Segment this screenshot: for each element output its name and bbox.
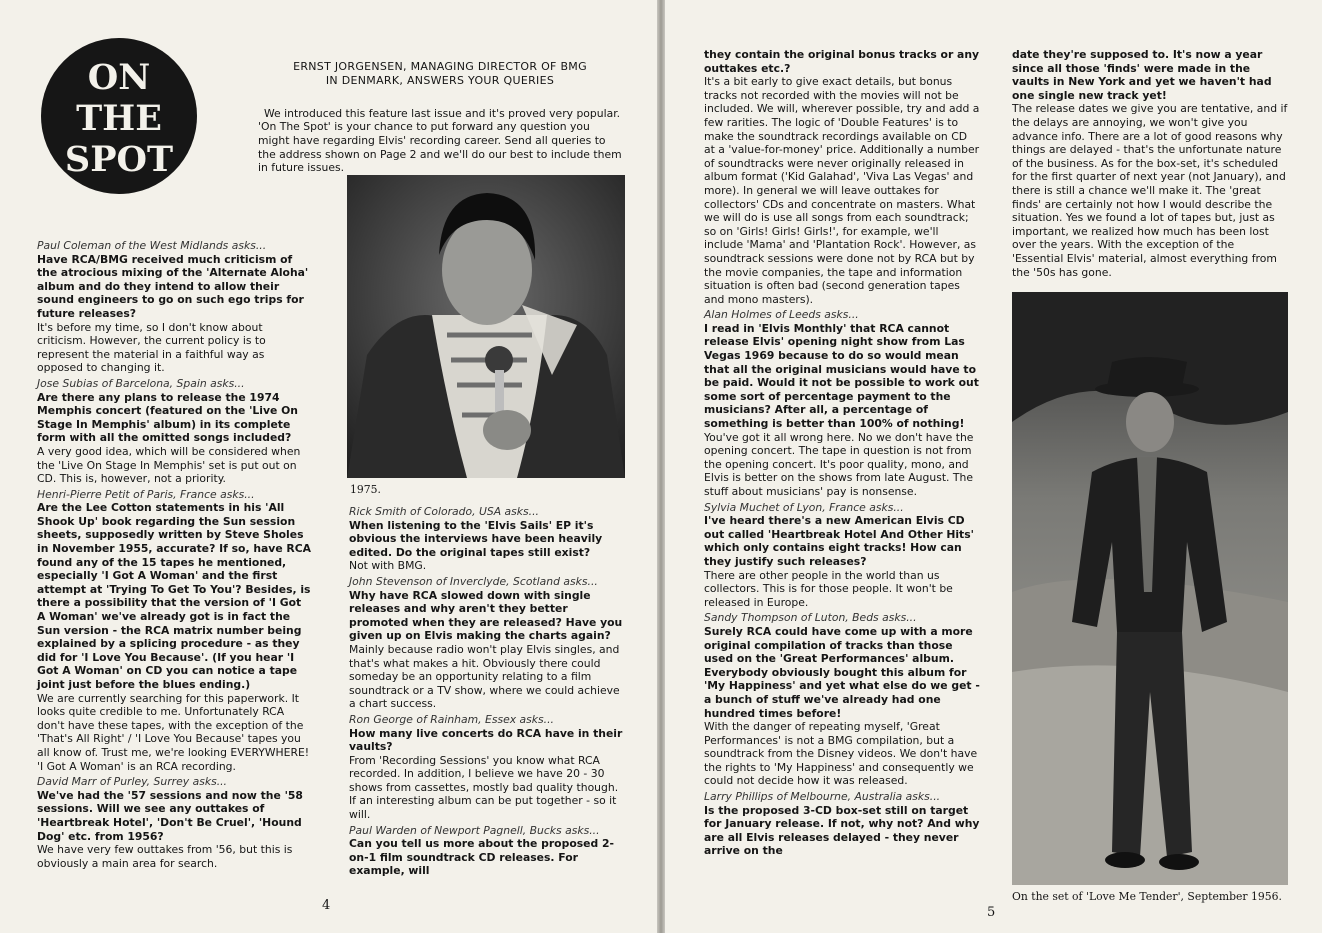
answer: There are other people in the world than us collectors. This is for those people. It won't be released in Europe. xyxy=(704,568,953,609)
question: I've heard there's a new American Elvis CD out called 'Heartbreak Hotel And Other Hits' which only contains eight tracks! How can they justify such releases? xyxy=(704,514,974,568)
heading-line: IN DENMARK, ANSWERS YOUR QUERIES xyxy=(325,74,555,87)
asker-line: Alan Holmes of Leeds asks... xyxy=(704,308,859,322)
question: Are the Lee Cotton statements in his 'All Shook Up' book regarding the Sun session sheets, supposedly written by Steve Sholes in November 1955, accurate? If so, have RCA found any of the 15 tapes he mentioned, especially 'I Got A Woman' and the first attempt at 'Trying To Get To You'? Besides, is there a possibility that the version of 'I Got A Woman' we've already got is in fact the Sun version - the RCA matrix number being explained by a splicing procedure - as they did for 'I Love You Because'. (If you hear 'I Got A Woman' on CD you can notice a tape joint just before the blues ending.) xyxy=(37,501,312,691)
badge-line: SPOT xyxy=(64,139,174,180)
question: How many live concerts do RCA have in their vaults? xyxy=(349,726,623,754)
question: Have RCA/BMG received much criticism of the atrocious mixing of the 'Alternate Aloha' album and do they intend to allow their sound engineers to go on such ego trips for future releases? xyxy=(37,252,309,320)
badge-line: ON xyxy=(87,57,151,98)
question: date they're supposed to. It's now a year since all those 'finds' were made in the vaults in New York and yet we haven't had one single new track yet! xyxy=(1012,48,1272,102)
love-me-tender-photo xyxy=(1012,292,1288,885)
middle-column xyxy=(349,505,623,878)
question: Can you tell us more about the proposed 2-on-1 film soundtrack CD releases. For example, will xyxy=(349,837,614,878)
left-page xyxy=(0,0,657,933)
qa-block xyxy=(704,611,980,788)
qa-block xyxy=(704,790,980,858)
qa-block xyxy=(349,824,623,878)
page-number-left: 4 xyxy=(322,898,331,913)
qa-block xyxy=(1012,48,1288,279)
answer: Mainly because radio won't play Elvis singles, and that's what makes a hit. Obviously there could someday be an opportunity relating to a film soundtrack or a TV show, where we could achieve a chart success. xyxy=(349,642,620,711)
question: Is the proposed 3-CD box-set still on target for January release. If not, why not? And why are all Elvis releases delayed - they never arrive on the xyxy=(704,803,980,858)
question: Are there any plans to release the 1974 Memphis concert (featured on the 'Live On Stage In Memphis' album) in its complete form with all the omitted songs included? xyxy=(37,390,298,445)
qa-block xyxy=(704,48,980,306)
photo-caption: 1975. xyxy=(350,483,381,496)
question: Why have RCA slowed down with single releases and why aren't they better promoted when they are released? Have you given up on Elvis making the charts again? xyxy=(349,588,623,643)
badge-line: THE xyxy=(76,98,162,139)
right-column-1 xyxy=(704,48,980,858)
asker-line: Paul Warden of Newport Pagnell, Bucks asks... xyxy=(349,823,600,837)
qa-block xyxy=(704,501,980,610)
question: I read in 'Elvis Monthly' that RCA cannot release Elvis' opening night show from Las Vegas 1969 because to do so would mean that all the original musicians would have to be paid. Would it not be possible to work out some sort of percentage payment to the musicians? After all, a percentage of something is better than 100% of nothing! xyxy=(704,321,979,431)
photo-caption: On the set of 'Love Me Tender', September 1956. xyxy=(1012,890,1282,903)
qa-block xyxy=(37,488,311,773)
qa-block xyxy=(349,575,623,711)
right-column-2 xyxy=(1012,48,1288,279)
asker-line: Sandy Thompson of Luton, Beds asks... xyxy=(704,611,917,625)
question: When listening to the 'Elvis Sails' EP it's obvious the interviews have been heavily edited. Do the original tapes still exist? xyxy=(349,518,603,559)
asker-line: Ron George of Rainham, Essex asks... xyxy=(349,712,554,726)
asker-line: Jose Subias of Barcelona, Spain asks... xyxy=(37,376,245,390)
answer: Not with BMG. xyxy=(349,559,427,573)
qa-block xyxy=(37,239,311,375)
right-page xyxy=(665,0,1322,933)
qa-block xyxy=(349,505,623,573)
article-heading xyxy=(258,60,622,88)
book-gutter xyxy=(657,0,665,933)
question: Surely RCA could have come up with a more original compilation of tracks than those used on the 'Great Performances' album. Everybody obviously bought this album for 'My Happiness' and yet what else do we get - a bunch of stuff we've already had one hundred times before! xyxy=(704,624,980,720)
qa-block xyxy=(349,713,623,822)
qa-block xyxy=(37,377,311,486)
qa-block xyxy=(704,308,980,498)
answer: We have very few outtakes from '56, but this is obviously a main area for search. xyxy=(37,843,293,870)
heading-line: ERNST JORGENSEN, MANAGING DIRECTOR OF BMG xyxy=(293,60,587,73)
asker-line: Henri-Pierre Petit of Paris, France asks... xyxy=(37,487,255,501)
page-number-right: 5 xyxy=(987,905,996,920)
answer: We are currently searching for this paperwork. It looks quite credible to me. Unfortunately RCA don't have these tapes, with the exception of the 'That's All Right' / 'I Love You Because' tapes you all know of. Trust me, we're looking EVERYWHERE! 'I Got A Woman' is an RCA recording. xyxy=(37,691,310,773)
answer: With the danger of repeating myself, 'Great Performances' is not a BMG compilation, but a soundtrack from the Disney videos. We don't have the rights to 'My Happiness' and consequently we could not decide how it was released. xyxy=(704,720,978,788)
elvis-1975-photo xyxy=(347,175,625,478)
asker-line: Paul Coleman of the West Midlands asks... xyxy=(37,239,267,252)
qa-block xyxy=(37,775,311,870)
answer: The release dates we give you are tentative, and if the delays are annoying, we won't give you advance info. There are a lot of good reasons why things are delayed - that's the unfortunate nature of the business. As for the box-set, it's scheduled for the first quarter of next year (not January), and there is still a chance we'll make it. The 'great finds' are certainly not how I would describe the situation. Yes we found a lot of tapes but, just as important, we realized how much has been lost over the years. With the exception of the 'Essential Elvis' material, almost everything from the '50s has gone. xyxy=(1012,102,1288,279)
question: We've had the '57 sessions and now the '58 sessions. Will we see any outtakes of 'Heartbreak Hotel', 'Don't Be Cruel', 'Hound Dog' etc. from 1956? xyxy=(37,788,303,843)
photo-illustration xyxy=(1012,292,1288,885)
asker-line: Rick Smith of Colorado, USA asks... xyxy=(349,505,539,518)
asker-line: Larry Phillips of Melbourne, Australia asks... xyxy=(704,790,941,804)
answer: A very good idea, which will be considered when the 'Live On Stage In Memphis' set is put out on CD. This is, however, not a priority. xyxy=(37,444,301,486)
left-column xyxy=(37,239,311,870)
question: they contain the original bonus tracks or any outtakes etc.? xyxy=(704,48,980,75)
asker-line: Sylvia Muchet of Lyon, France asks... xyxy=(704,500,904,514)
asker-line: David Marr of Purley, Surrey asks... xyxy=(37,775,227,789)
answer: From 'Recording Sessions' you know what RCA recorded. In addition, I believe we have 20 - 30 shows from cassettes, mostly bad quality though. If an interesting album can be put together - so it will. xyxy=(349,753,619,822)
answer: It's a bit early to give exact details, but bonus tracks not recorded with the movies will not be included. We will, wherever possible, try and add a few rarities. The logic of 'Double Features' is to make the soundtrack recordings available on CD at a 'value-for-money' price. Additionally a number of soundtracks were never originally released in album format ('Kid Galahad', 'Viva Las Vegas' and more). In general we will leave outtakes for collectors' CDs and concentrate on masters. What we will do is use all songs from each soundtrack; so on 'Girls! Girls! Girls!', for example, we'll include 'Mama' and 'Plantation Rock'. However, as soundtrack sessions were done not by RCA but by the movie companies, the tape and information situation is often bad (second generation tapes and mono masters). xyxy=(704,75,980,306)
answer: It's before my time, so I don't know about criticism. However, the current policy is to represent the material in a faithful way as opposed to changing it. xyxy=(37,320,266,375)
answer: You've got it all wrong here. No we don't have the opening concert. The tape in question is not from the opening concert. It's poor quality, mono, and Elvis is better on the shows from late August. The stuff about musicians' pay is nonsense. xyxy=(704,430,974,498)
asker-line: John Stevenson of Inverclyde, Scotland asks... xyxy=(349,574,598,588)
on-the-spot-badge xyxy=(41,38,197,194)
photo-illustration xyxy=(347,175,625,478)
intro-paragraph: We introduced this feature last issue and it's proved very popular. 'On The Spot' is your chance to put forward any question you might have regarding Elvis' recording career. Send all queries to the address shown on Page 2 and we'll do our best to include them in future issues. xyxy=(258,106,622,175)
